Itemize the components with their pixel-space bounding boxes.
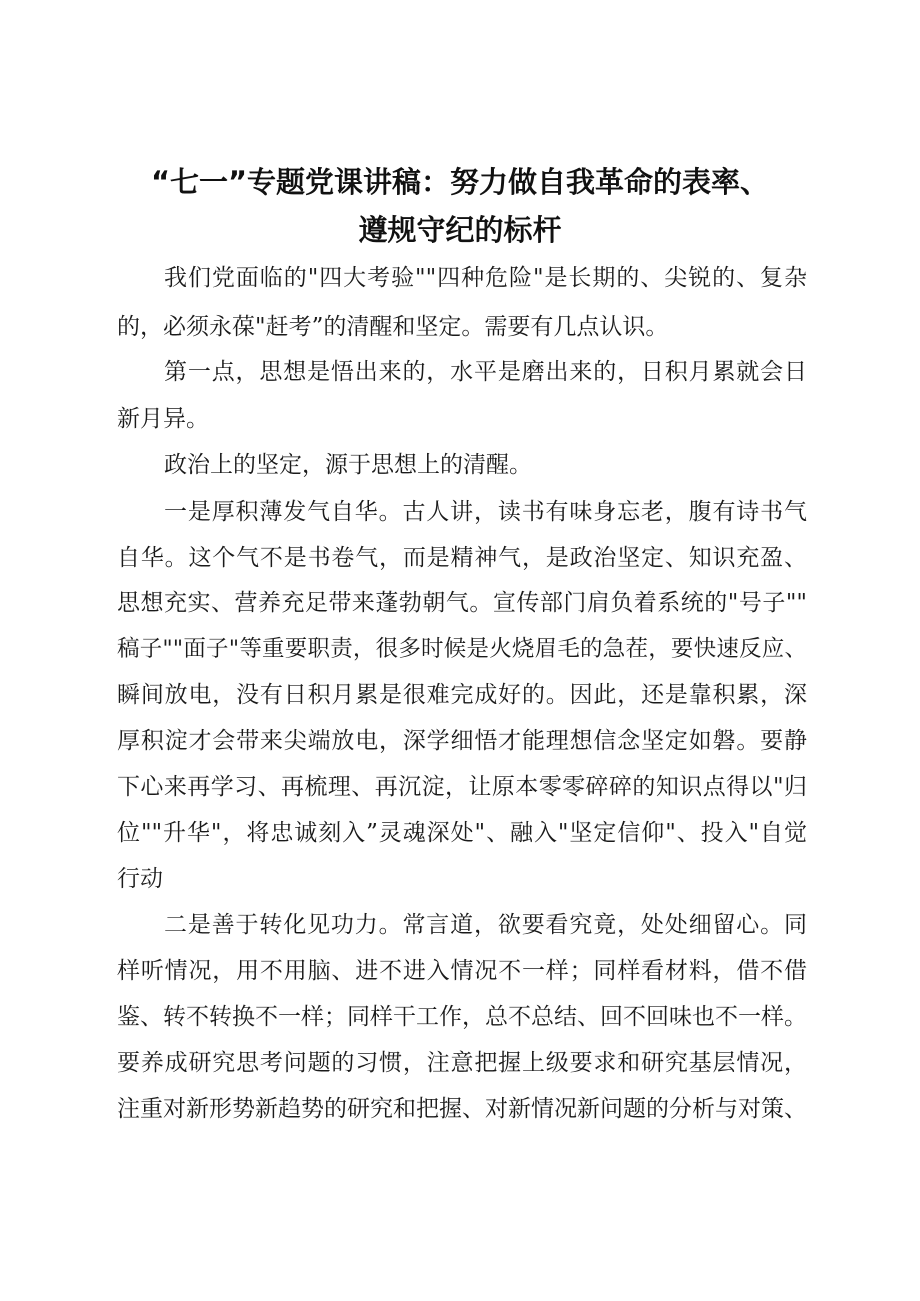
paragraph-line: 样听情况，用不用脑、进不进入情况不一样；同样看材料，借不借 — [117, 958, 807, 984]
paragraph-line: 一是厚积薄发气自华。古人讲，读书有味身忘老，腹有诗书气 — [164, 499, 807, 525]
paragraph-line: 注重对新形势新趋势的研究和把握、对新情况新问题的分析与对策、 — [117, 1096, 807, 1122]
paragraph-line: 位""升华"，将忠诚刻入”灵魂深处"、融入"坚定信仰"、投入"自觉 — [117, 820, 807, 846]
paragraph-line: 新月异。 — [117, 406, 209, 432]
paragraph-line: 第一点，思想是悟出来的，水平是磨出来的，日积月累就会日 — [164, 359, 807, 385]
paragraph-line: 稿子""面子"等重要职责，很多时候是火烧眉毛的急茬，要快速反应、 — [117, 636, 807, 662]
paragraph-line: 二是善于转化见功力。常言道，欲要看究竟，处处细留心。同 — [164, 912, 807, 938]
paragraph-line: 鉴、转不转换不一样；同样干工作，总不总结、回不回味也不一样。 — [117, 1004, 807, 1030]
paragraph-line: 要养成研究思考问题的习惯，注意把握上级要求和研究基层情况， — [117, 1050, 807, 1076]
paragraph-line: 瞬间放电，没有日积月累是很难完成好的。因此，还是靠积累，深 — [117, 682, 807, 708]
paragraph-line: 思想充实、营养充足带来蓬勃朝气。宣传部门肩负着系统的"号子"" — [117, 590, 807, 616]
paragraph-line: 我们党面临的"四大考验""四种危险"是长期的、尖锐的、复杂 — [164, 265, 807, 291]
document-title-line-1: “七一”专题党课讲稿：努力做自我革命的表率、 — [150, 165, 770, 199]
paragraph-line: 的，必须永葆"赶考”的清醒和坚定。需要有几点认识。 — [117, 314, 669, 340]
paragraph-line: 行动 — [117, 866, 163, 892]
paragraph-line: 政治上的坚定，源于思想上的清醒。 — [164, 452, 532, 478]
paragraph-line: 自华。这个气不是书卷气，而是精神气，是政治坚定、知识充盈、 — [117, 545, 807, 571]
paragraph-line: 下心来再学习、再梳理、再沉淀，让原本零零碎碎的知识点得以"归 — [117, 774, 807, 800]
document-title-line-2: 遵规守纪的标杆 — [358, 213, 562, 247]
paragraph-line: 厚积淀才会带来尖端放电，深学细悟才能理想信念坚定如磐。要静 — [117, 728, 807, 754]
